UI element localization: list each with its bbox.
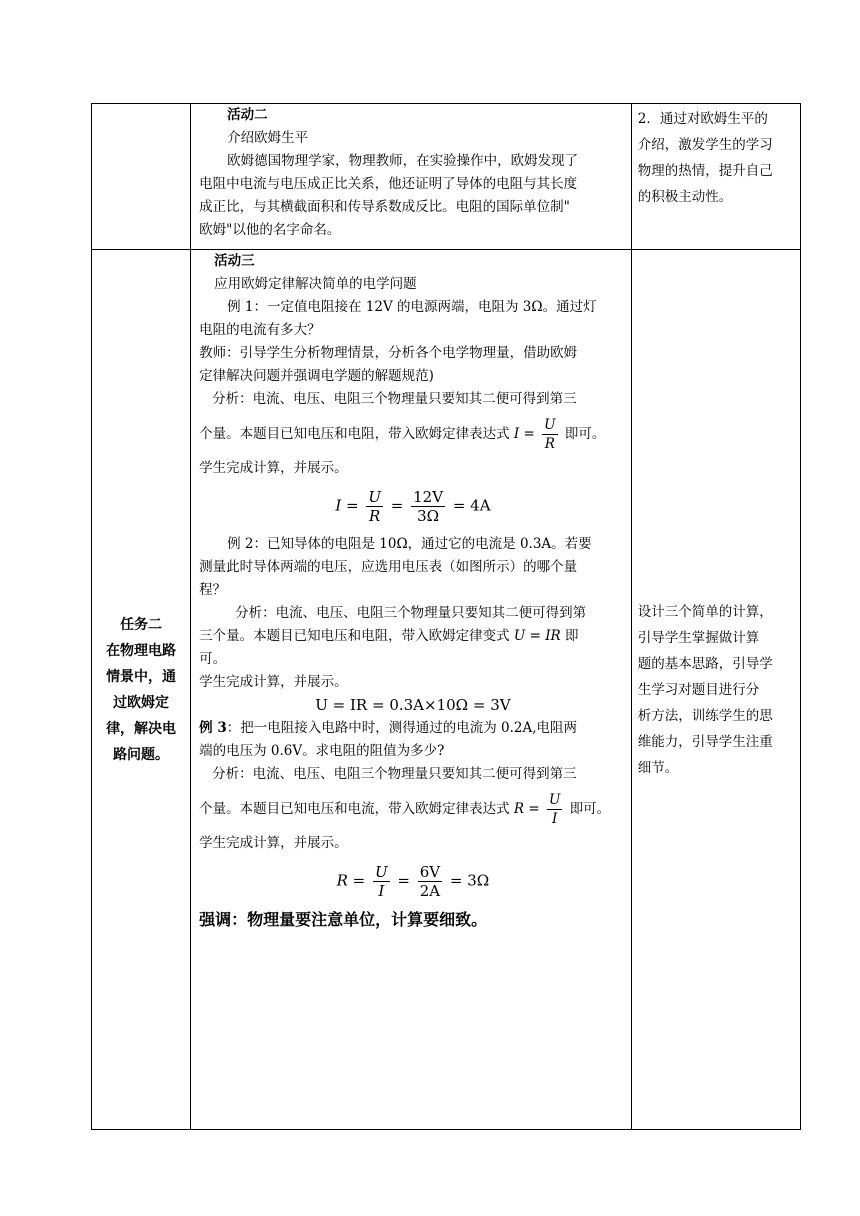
fraction bbox=[418, 863, 442, 900]
student-line: 学生完成计算，并展示。 bbox=[199, 674, 348, 690]
denominator: I bbox=[552, 811, 558, 827]
intent-line: 的积极主动性。 bbox=[637, 189, 733, 205]
eq-var: R bbox=[336, 871, 348, 890]
analysis-text: 即可。 bbox=[569, 801, 611, 817]
example-3-line: 端的电压为 0.6V。求电阻的阻值为多少? bbox=[199, 743, 445, 759]
activity-title: 活动三 bbox=[214, 253, 255, 269]
example-1-line: 例 1：一定值电阻接在 12V 的电源两端，电阻为 3Ω。通过灯 bbox=[227, 299, 597, 315]
table-row bbox=[92, 104, 801, 250]
intent-line: 介绍，激发学生的学习 bbox=[637, 137, 773, 153]
intent-line: 题的基本思路，引导学 bbox=[637, 655, 773, 672]
design-intent-cell bbox=[631, 250, 800, 1130]
intent-line: 维能力，引导学生注重 bbox=[637, 733, 773, 750]
example-2-line: 例 2：已知导体的电阻是 10Ω，通过它的电流是 0.3A。若要 bbox=[227, 536, 592, 552]
analysis-text: 个量。本题目已知电压和电阻，带入欧姆定律表达式 bbox=[199, 426, 510, 442]
analysis-2-formula-line bbox=[199, 625, 627, 648]
analysis-1-formula-line: 个量。本题目已知电压和电阻，带入欧姆定律表达式 I = $\frac{U}{R}$ 即可。 bbox=[199, 417, 606, 452]
intent-line: 生学习对题目进行分 bbox=[637, 681, 760, 698]
teacher-line: 教师：引导学生分析物理情景，分析各个电学物理量，借助欧姆 bbox=[199, 345, 578, 361]
denominator: 2A bbox=[419, 882, 441, 900]
analysis-2-line: 分析：电流、电压、电阻三个物理量只要知其二便可得到第 bbox=[235, 605, 587, 621]
intent-line: 细节。 bbox=[637, 759, 679, 776]
example-2-line: 测量此时导体两端的电压，应选用电压表（如图所示）的哪个量 bbox=[199, 559, 578, 575]
task-line: 律，解决电 bbox=[106, 720, 177, 737]
left-cell-empty bbox=[92, 104, 191, 250]
student-line: 学生完成计算，并展示。 bbox=[199, 835, 348, 851]
analysis-2-line: 可。 bbox=[199, 651, 227, 667]
analysis-3-formula-line: 个量。本题目已知电压和电流，带入欧姆定律表达式 R = $\frac{U}{I}$ 即可。 bbox=[199, 792, 611, 827]
example-text: ：把一电阻接入电路中时，测得通过的电流为 0.2A,电阻两 bbox=[226, 720, 578, 736]
activity-subtitle: 应用欧姆定律解决简单的电学问题 bbox=[214, 276, 417, 292]
activity-subtitle: 介绍欧姆生平 bbox=[227, 130, 309, 146]
numerator: 6V bbox=[419, 863, 441, 881]
task-line: 过欧姆定 bbox=[113, 694, 170, 711]
formula-lhs: R bbox=[513, 801, 525, 817]
analysis-text: 即可。 bbox=[564, 426, 606, 442]
task-line: 任务二 bbox=[120, 616, 163, 633]
design-intent-cell bbox=[631, 104, 800, 250]
intent-line: 设计三个简单的计算， bbox=[637, 603, 773, 620]
formula: U = IR bbox=[513, 628, 561, 644]
para-line: 欧姆"以他的名字命名。 bbox=[199, 222, 341, 238]
numerator: U bbox=[544, 417, 556, 433]
emphasis-note: 强调：物理量要注意单位，计算要细致。 bbox=[199, 910, 488, 929]
fraction bbox=[373, 863, 390, 900]
equation-3: R = $\frac{U}{I}$ = $\frac{6V}{2A}$ = 3Ω bbox=[336, 863, 490, 900]
para-line: 欧姆德国物理学家，物理教师，在实验操作中，欧姆发现了 bbox=[227, 153, 579, 169]
intent-line: 引导学生掌握做计算 bbox=[637, 629, 760, 646]
analysis-1-line: 分析：电流、电压、电阻三个物理量只要知其二便可得到第三 bbox=[212, 391, 577, 407]
eq-result: 4A bbox=[470, 496, 491, 515]
teacher-line: 定律解决问题并强调电学题的解题规范) bbox=[199, 368, 434, 384]
eq-result: 3Ω bbox=[467, 871, 490, 890]
activity-two-cell bbox=[191, 104, 632, 250]
eq-var: I bbox=[335, 496, 342, 515]
denominator: 3Ω bbox=[417, 507, 440, 525]
example-label: 例 3 bbox=[199, 720, 227, 736]
activity-title: 活动二 bbox=[227, 107, 268, 123]
para-line: 成正比，与其横截面积和传导系数成反比。电阻的国际单位制" bbox=[199, 199, 570, 215]
denominator: R bbox=[544, 436, 555, 452]
intent-line: 2．通过对欧姆生平的 bbox=[637, 111, 768, 127]
intent-line: 析方法，训练学生的思 bbox=[637, 707, 773, 724]
example-3-line bbox=[199, 717, 627, 740]
formula-lhs: I bbox=[513, 426, 520, 442]
intent-line: 物理的热情，提升自己 bbox=[637, 163, 773, 179]
fraction bbox=[547, 791, 562, 828]
analysis-3-line: 分析：电流、电压、电阻三个物理量只要知其二便可得到第三 bbox=[212, 766, 577, 782]
lesson-table bbox=[91, 103, 801, 1130]
numerator: U bbox=[549, 792, 561, 808]
example-1-line: 电阻的电流有多大？ bbox=[199, 322, 321, 338]
analysis-text: 三个量。本题目已知电压和电阻，带入欧姆定律变式 bbox=[199, 628, 510, 644]
numerator: U bbox=[375, 863, 388, 881]
task-line: 在物理电路 bbox=[106, 642, 177, 659]
example-2-line: 程？ bbox=[199, 582, 227, 598]
denominator: I bbox=[378, 882, 385, 900]
task-cell bbox=[92, 250, 191, 1130]
activity-three-cell bbox=[191, 250, 632, 1130]
equation-1: I = $\frac{U}{R}$ = $\frac{12V}{3\Omega}$ = 4A bbox=[335, 488, 491, 525]
analysis-text: 个量。本题目已知电压和电流，带入欧姆定律表达式 bbox=[199, 801, 510, 817]
student-line: 学生完成计算，并展示。 bbox=[199, 460, 348, 476]
denominator: R bbox=[369, 507, 381, 525]
para-line: 电阻中电流与电压成正比关系，他还证明了导体的电阻与其长度 bbox=[199, 176, 578, 192]
numerator: 12V bbox=[413, 488, 444, 506]
fraction bbox=[411, 488, 445, 525]
numerator: U bbox=[368, 488, 382, 506]
fraction bbox=[366, 488, 383, 525]
task-line: 情景中，通 bbox=[106, 668, 177, 685]
fraction bbox=[542, 416, 557, 453]
analysis-text: 即 bbox=[565, 628, 579, 644]
equation-2: U = IR = 0.3A×10Ω = 3V bbox=[315, 696, 511, 714]
task-line: 路问题。 bbox=[113, 746, 170, 763]
table-row bbox=[92, 250, 801, 1130]
